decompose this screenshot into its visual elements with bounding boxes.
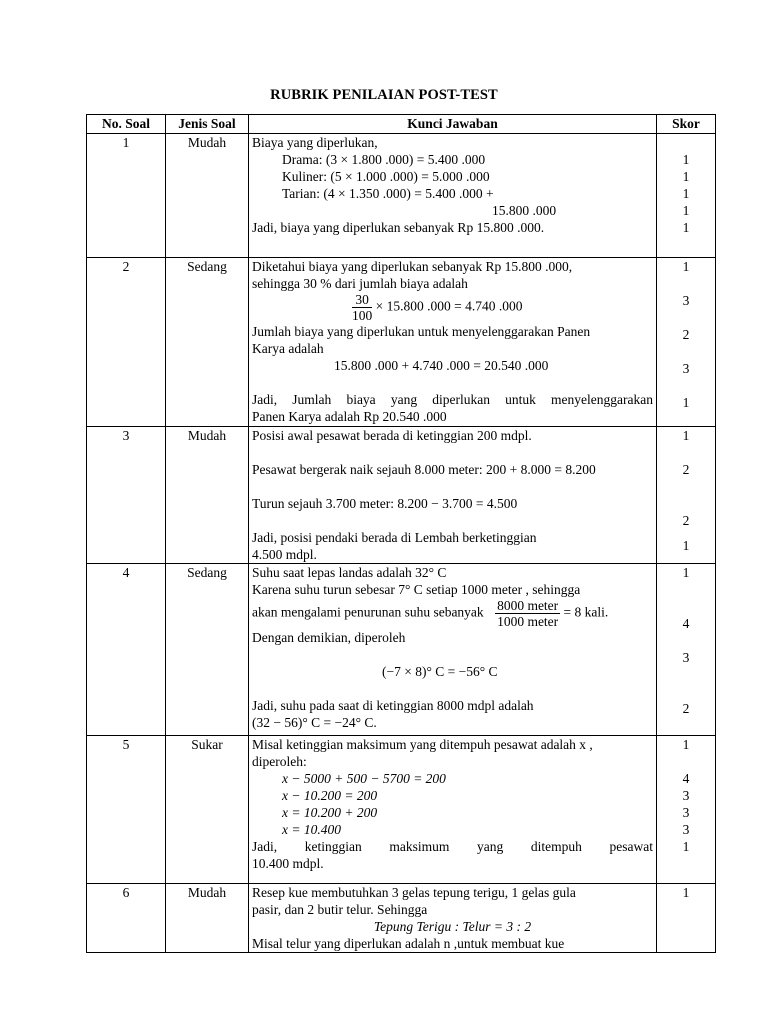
cell-kunci-jawaban <box>249 427 657 564</box>
cell-skor <box>657 258 716 427</box>
cell-jenis: Sedang <box>166 258 249 427</box>
score: 1 <box>682 220 690 235</box>
cell-jenis: Sedang <box>166 564 249 736</box>
cell-skor <box>657 736 716 884</box>
answer-line: Karena suhu turun sebesar 7° C setiap 1000 meter , sehingga <box>252 582 581 597</box>
cell-kunci-jawaban <box>249 258 657 427</box>
answer-line: Karya adalah <box>252 341 324 356</box>
score: 1 <box>682 395 690 410</box>
answer-line: Dengan demikian, diperoleh <box>252 630 406 645</box>
header-kunci-jawaban: Kunci Jawaban <box>249 115 657 134</box>
answer-line: diperoleh: <box>252 754 307 769</box>
score: 3 <box>682 293 690 308</box>
answer-line: Jadi, ketinggian maksimum yang ditempuh pesawat <box>252 839 653 854</box>
score: 2 <box>682 327 690 342</box>
cell-jenis: Sukar <box>166 736 249 884</box>
cell-no: 2 <box>87 258 166 427</box>
cell-jenis: Mudah <box>166 884 249 953</box>
answer-line: Biaya yang diperlukan, <box>252 135 378 150</box>
cell-skor <box>657 134 716 258</box>
fraction-denominator: 100 <box>352 308 373 323</box>
table-row <box>87 258 716 427</box>
fraction-line <box>252 292 653 323</box>
fraction <box>352 292 372 323</box>
answer-line: Tarian: (4 × 1.350 .000) = 5.400 .000 + <box>282 186 494 201</box>
score: 1 <box>682 203 690 218</box>
score: 3 <box>682 361 690 376</box>
answer-line: Jadi, Jumlah biaya yang diperlukan untuk menyelenggarakan <box>252 392 653 407</box>
answer-line: Jadi, suhu pada saat di ketinggian 8000 mdpl adalah <box>252 698 534 713</box>
answer-line: x = 10.400 <box>282 822 341 837</box>
answer-line: Jadi, biaya yang diperlukan sebanyak Rp 15.800 .000. <box>252 220 545 235</box>
answer-line: Panen Karya adalah Rp 20.540 .000 <box>252 409 447 424</box>
answer-line: Jumlah biaya yang diperlukan untuk menyelenggarakan Panen <box>252 324 591 339</box>
page-title: RUBRIK PENILAIAN POST-TEST <box>270 87 498 103</box>
score: 1 <box>682 737 690 752</box>
answer-line: Jadi, posisi pendaki berada di Lembah berketinggian <box>252 530 537 545</box>
answer-line: Diketahui biaya yang diperlukan sebanyak Rp 15.800 .000, <box>252 259 573 274</box>
score: 1 <box>682 169 690 184</box>
answer-line: 15.800 .000 + 4.740 .000 = 20.540 .000 <box>334 358 549 373</box>
cell-jenis: Mudah <box>166 427 249 564</box>
fraction-denominator: 1000 meter <box>497 614 559 629</box>
answer-line: x = 10.200 + 200 <box>282 805 378 820</box>
answer-line: Posisi awal pesawat berada di ketinggian 200 mdpl. <box>252 428 532 443</box>
score: 2 <box>682 513 690 528</box>
answer-line: Misal telur yang diperlukan adalah n ,untuk membuat kue <box>252 936 565 951</box>
answer-line: sehingga 30 % dari jumlah biaya adalah <box>252 276 468 291</box>
score: 2 <box>682 462 690 477</box>
score: 3 <box>682 788 690 803</box>
rubric-table <box>86 114 716 953</box>
answer-expression: = 8 kali. <box>563 604 609 620</box>
answer-line: (−7 × 8)° C = −56° C <box>382 664 498 679</box>
answer-line: Turun sejauh 3.700 meter: 8.200 − 3.700 = 4.500 <box>252 496 518 511</box>
answer-expression: × 15.800 .000 = 4.740 .000 <box>375 298 523 314</box>
table-row <box>87 884 716 953</box>
answer-line: Tepung Terigu : Telur = 3 : 2 <box>373 919 532 934</box>
answer-line: 15.800 .000 <box>492 203 557 218</box>
score: 4 <box>682 616 690 631</box>
table-row <box>87 736 716 884</box>
answer-line: pasir, dan 2 butir telur. Sehingga <box>252 902 428 917</box>
answer-line: x − 5000 + 500 − 5700 = 200 <box>282 771 446 786</box>
answer-line: x − 10.200 = 200 <box>282 788 378 803</box>
cell-jenis: Mudah <box>166 134 249 258</box>
answer-line: (32 − 56)° C = −24° C. <box>252 715 377 730</box>
fraction-numerator: 30 <box>352 292 372 308</box>
score: 1 <box>682 428 690 443</box>
table-row <box>87 134 716 258</box>
fraction-numerator: 8000 meter <box>497 598 559 613</box>
cell-no: 4 <box>87 564 166 736</box>
answer-line: Drama: (3 × 1.800 .000) = 5.400 .000 <box>282 152 486 167</box>
score: 1 <box>682 152 690 167</box>
cell-no: 1 <box>87 134 166 258</box>
answer-line: Suhu saat lepas landas adalah 32° C <box>252 565 447 580</box>
score: 1 <box>682 259 690 274</box>
header-jenis-soal: Jenis Soal <box>166 115 249 134</box>
score: 1 <box>682 565 690 580</box>
score: 3 <box>682 805 690 820</box>
answer-line: Kuliner: (5 × 1.000 .000) = 5.000 .000 <box>282 169 490 184</box>
score: 1 <box>682 538 690 553</box>
answer-text: akan mengalami penurunan suhu sebanyak <box>252 604 484 620</box>
answer-line: 4.500 mdpl. <box>252 547 317 562</box>
answer-line: 10.400 mdpl. <box>252 856 324 871</box>
fraction <box>495 598 560 629</box>
cell-skor <box>657 564 716 736</box>
score: 2 <box>682 701 690 716</box>
answer-line: Resep kue membutuhkan 3 gelas tepung terigu, 1 gelas gula <box>252 885 576 900</box>
cell-skor <box>657 884 716 953</box>
header-skor: Skor <box>657 115 716 134</box>
score: 1 <box>682 186 690 201</box>
header-no-soal: No. Soal <box>87 115 166 134</box>
cell-no: 6 <box>87 884 166 953</box>
score: 3 <box>682 822 690 837</box>
score: 1 <box>682 885 690 900</box>
score: 1 <box>682 839 690 854</box>
cell-kunci-jawaban <box>249 884 657 953</box>
score: 3 <box>682 650 690 665</box>
cell-kunci-jawaban <box>249 564 657 736</box>
answer-line: Pesawat bergerak naik sejauh 8.000 meter: 200 + 8.000 = 8.200 <box>252 462 596 477</box>
table-header-row <box>87 115 716 134</box>
cell-skor <box>657 427 716 564</box>
score: 4 <box>682 771 690 786</box>
table-row <box>87 564 716 736</box>
table-row <box>87 427 716 564</box>
cell-kunci-jawaban <box>249 134 657 258</box>
cell-no: 5 <box>87 736 166 884</box>
cell-no: 3 <box>87 427 166 564</box>
answer-line: Misal ketinggian maksimum yang ditempuh pesawat adalah x , <box>252 737 593 752</box>
fraction-line <box>252 598 653 629</box>
cell-kunci-jawaban <box>249 736 657 884</box>
